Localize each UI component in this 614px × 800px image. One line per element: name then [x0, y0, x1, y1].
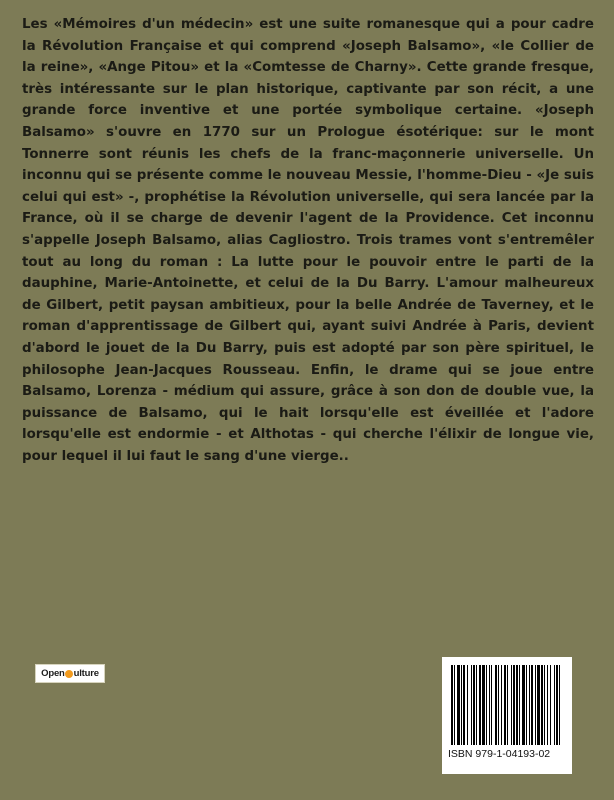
barcode-bar — [498, 665, 499, 745]
barcode-bars — [451, 665, 563, 745]
isbn-number: ISBN 979-1-04193-02 — [448, 748, 551, 760]
barcode-bar — [451, 665, 453, 745]
barcode-bar — [489, 665, 490, 745]
barcode-bar — [550, 665, 551, 745]
orange-dot-c-icon — [65, 670, 73, 678]
barcode-bar — [522, 665, 525, 745]
barcode-bar — [482, 665, 485, 745]
barcode-bar — [511, 665, 512, 745]
barcode-bar — [529, 665, 530, 745]
barcode-bar — [535, 665, 536, 745]
barcode-bar — [501, 665, 502, 745]
barcode-bar — [556, 665, 558, 745]
barcode-bar — [473, 665, 475, 745]
barcode-bar — [454, 665, 455, 745]
barcode-bar — [479, 665, 481, 745]
barcode-bar — [554, 665, 555, 745]
barcode-bar — [463, 665, 465, 745]
barcode-bar — [476, 665, 477, 745]
barcode-bar — [537, 665, 540, 745]
barcode-bar — [461, 665, 462, 745]
barcode-bar — [541, 665, 543, 745]
barcode-bar — [457, 665, 460, 745]
barcode-bar — [507, 665, 508, 745]
isbn-barcode — [442, 657, 572, 774]
publisher-name-part1: Open — [41, 668, 65, 679]
barcode-bar — [471, 665, 472, 745]
publisher-name-part2: ulture — [73, 668, 99, 679]
barcode-bar — [486, 665, 487, 745]
barcode-bar — [559, 665, 560, 745]
barcode-bar — [516, 665, 518, 745]
barcode-bar — [504, 665, 506, 745]
barcode-bar — [467, 665, 468, 745]
barcode-bar — [531, 665, 533, 745]
barcode-bar — [513, 665, 515, 745]
barcode-bar — [495, 665, 497, 745]
barcode-bar — [519, 665, 520, 745]
barcode-bar — [491, 665, 492, 745]
publisher-logo — [35, 664, 105, 683]
barcode-bar — [544, 665, 545, 745]
barcode-bar — [526, 665, 527, 745]
barcode-bar — [547, 665, 548, 745]
book-blurb: Les «Mémoires d'un médecin» est une suite romanesque qui a pour cadre la Révolution Française et qui comprend «Joseph Balsamo», «le Collier de la reine», «Ange Pitou» et la «Comtesse de Charny». Cette grande fresque, très intéressante sur le plan historique, captivante par son récit, a une grande force inventive et une portée symbolique certaine. «Joseph Balsamo» s'ouvre en 1770 sur un Prologue ésotérique: sur le mont Tonnerre sont réunis les chefs de la franc-maçonnerie universelle. Un inconnu qui se présente comme le nouveau Messie, l'homme-Dieu - «Je suis celui qui est» -, prophétise la Révolution universelle, qui sera lancée par la France, où il se charge de devenir l'agent de la Providence. Cet inconnu s'appelle Joseph Balsamo, alias Cagliostro. Trois trames vont s'entremêler tout au long du roman : La lutte pour le pouvoir entre le parti de la dauphine, Marie-Antoinette, et celui de la Du Barry. L'amour malheureux de Gilbert, petit paysan ambitieux, pour la belle Andrée de Taverney, et le roman d'apprentissage de Gilbert qui, ayant suivi Andrée à Paris, devient d'abord le jouet de la Du Barry, puis est adopté par son père spirituel, le philosophe Jean-Jacques Rousseau. Enfin, le drame qui se joue entre Balsamo, Lorenza - médium qui assure, grâce à son don de double vue, la puissance de Balsamo, qui le hait lorsqu'elle est éveillée et l'adore lorsqu'elle est endormie - et Althotas - qui cherche l'élixir de longue vie, pour lequel il lui faut le sang d'une vierge.. — [22, 17, 594, 464]
